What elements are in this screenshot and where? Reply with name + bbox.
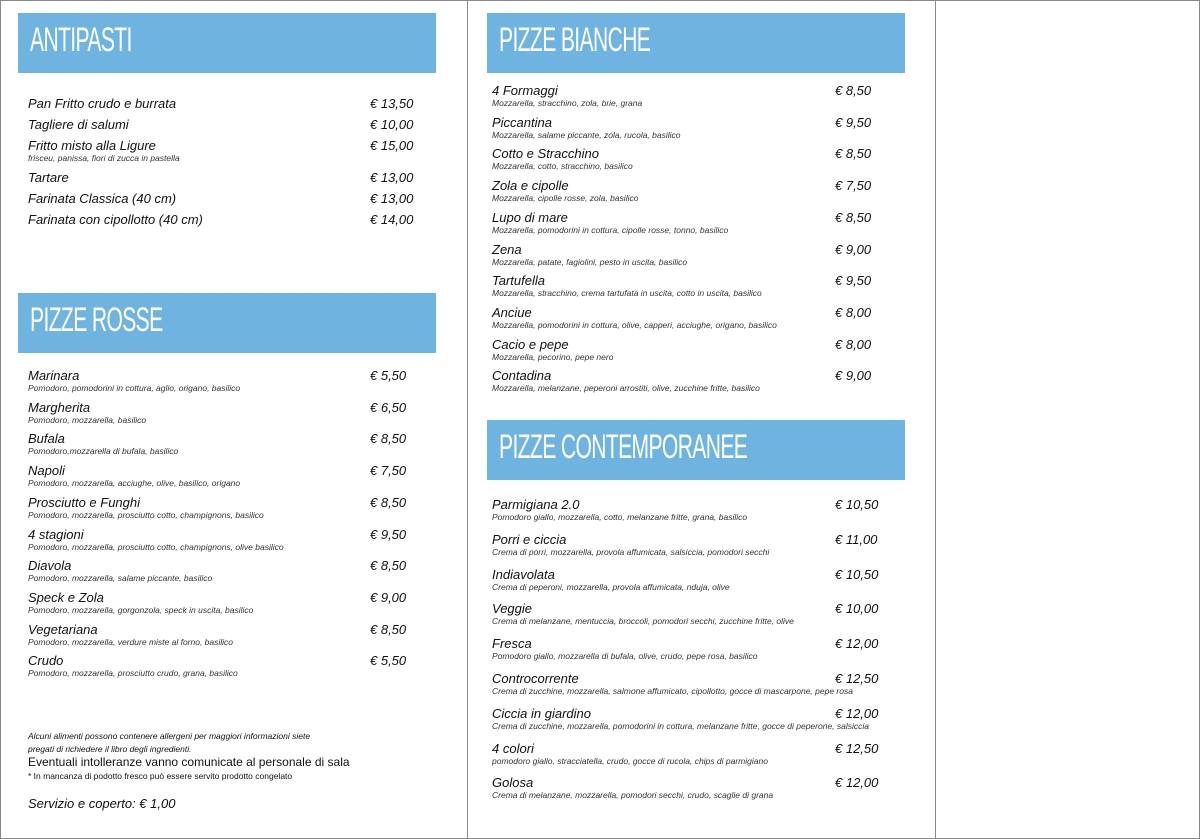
menu-item-price: € 10,00 bbox=[835, 601, 879, 616]
service-charge-note: Servizio e coperto: € 1,00 bbox=[28, 796, 176, 811]
menu-item bbox=[28, 590, 253, 615]
menu-item-price: € 9,00 bbox=[370, 590, 407, 605]
frozen-product-note: * In mancanza di podotto fresco può essere servito prodotto congelato bbox=[28, 771, 293, 781]
menu-item-name: Marinara bbox=[28, 368, 80, 383]
menu-item-description: Mozzarella, pomodorini in cottura, olive, capperi, acciughe, origano, basilico bbox=[492, 320, 777, 330]
menu-item bbox=[492, 305, 777, 330]
menu-item-price: € 13,00 bbox=[370, 170, 414, 185]
banner-pizze-rosse bbox=[18, 293, 436, 353]
menu-item-name: Prosciutto e Funghi bbox=[28, 495, 141, 510]
menu-item bbox=[492, 636, 758, 661]
menu-item-description: Pomodoro, pomodorini in cottura, aglio, origano, basilico bbox=[28, 383, 241, 393]
banner-pizze-contemporanee bbox=[487, 420, 905, 480]
column-divider-right bbox=[935, 0, 936, 839]
menu-item-name: Farinata con cipollotto (40 cm) bbox=[28, 212, 203, 227]
menu-item-price: € 7,50 bbox=[370, 463, 407, 478]
menu-item-description: pomodoro giallo, stracciatella, crudo, gocce di rucola, chips di parmigiano bbox=[492, 756, 768, 766]
menu-item-price: € 12,00 bbox=[835, 636, 879, 651]
menu-item-description: Pomodoro, mozzarella, prosciutto cotto, champignons, basilico bbox=[28, 510, 264, 520]
menu-item-description: Pomodoro, mozzarella, verdure miste al forno, basilico bbox=[28, 637, 234, 647]
menu-item-name: Indiavolata bbox=[492, 567, 555, 582]
menu-item-price: € 10,50 bbox=[835, 567, 879, 582]
menu-item-price: € 8,50 bbox=[370, 495, 407, 510]
menu-item-price: € 8,50 bbox=[835, 83, 872, 98]
menu-item bbox=[28, 368, 240, 393]
menu-item bbox=[492, 242, 687, 267]
menu-item-price: € 12,00 bbox=[835, 706, 879, 721]
menu-item-name: 4 stagioni bbox=[28, 527, 84, 542]
menu-item bbox=[492, 146, 633, 171]
menu-item-price: € 8,50 bbox=[835, 210, 872, 225]
menu-item-name: 4 colori bbox=[492, 741, 534, 756]
menu-item bbox=[28, 170, 69, 185]
menu-item-price: € 9,50 bbox=[835, 273, 872, 288]
menu-item-name: Bufala bbox=[28, 431, 65, 446]
menu-item-price: € 12,00 bbox=[835, 775, 879, 790]
menu-item-description: Crema di zucchine, mozzarella, pomodorini in cottura, melanzane fritte, gocce di peperone, salsiccia bbox=[492, 721, 870, 731]
menu-item-price: € 8,50 bbox=[370, 431, 407, 446]
menu-item-price: € 9,50 bbox=[835, 115, 872, 130]
menu-item bbox=[28, 400, 146, 425]
menu-item-name: Piccantina bbox=[492, 115, 552, 130]
menu-item-price: € 12,50 bbox=[835, 671, 879, 686]
menu-item-price: € 11,00 bbox=[835, 532, 878, 547]
menu-item-description: Mozzarella, pomodorini in cottura, cipolle rosse, tonno, basilico bbox=[492, 225, 729, 235]
menu-item bbox=[492, 741, 768, 766]
banner-antipasti bbox=[18, 13, 436, 73]
menu-item bbox=[28, 495, 264, 520]
menu-item-description: Mozzarella, stracchino, crema tartufata in uscita, cotto in uscita, basilico bbox=[492, 288, 762, 298]
menu-item bbox=[492, 532, 769, 557]
menu-item-name: Lupo di mare bbox=[492, 210, 568, 225]
menu-item bbox=[492, 497, 747, 522]
menu-item-price: € 5,50 bbox=[370, 653, 407, 668]
menu-item-description: Mozzarella, stracchino, zola, brie, grana bbox=[492, 98, 643, 108]
menu-item-price: € 7,50 bbox=[835, 178, 872, 193]
menu-item-description: Crema di melanzane, mozzarella, pomodori secchi, crudo, scaglie di grana bbox=[492, 790, 774, 800]
menu-item bbox=[28, 117, 129, 132]
menu-item-description: Mozzarella, melanzane, peperoni arrostiti, olive, zucchine fritte, basilico bbox=[492, 383, 760, 393]
menu-item-price: € 10,50 bbox=[835, 497, 879, 512]
menu-item-description: Pomodoro,mozzarella di bufala, basilico bbox=[28, 446, 179, 456]
banner-pizze-bianche bbox=[487, 13, 905, 73]
menu-item-description: Crema di melanzane, mentuccia, broccoli, pomodori secchi, zucchine fritte, olive bbox=[492, 616, 794, 626]
menu-item bbox=[492, 83, 642, 108]
menu-item bbox=[28, 622, 233, 647]
menu-item-name: Fritto misto alla Ligure bbox=[28, 138, 156, 153]
menu-item bbox=[492, 567, 730, 592]
menu-item bbox=[492, 178, 638, 203]
menu-item-description: Pomodoro, mozzarella, prosciutto crudo, grana, basilico bbox=[28, 668, 238, 678]
menu-item bbox=[492, 601, 794, 626]
menu-item-price: € 8,50 bbox=[370, 622, 407, 637]
menu-item bbox=[492, 671, 853, 696]
menu-item bbox=[28, 212, 203, 227]
section-title-pizze-rosse: PIZZE ROSSE bbox=[30, 301, 163, 339]
menu-item-price: € 9,00 bbox=[835, 242, 872, 257]
menu-item bbox=[28, 653, 238, 678]
menu-item-price: € 9,50 bbox=[370, 527, 407, 542]
menu-item-name: Margherita bbox=[28, 400, 91, 415]
menu-item-name: Cacio e pepe bbox=[492, 337, 569, 352]
menu-item-description: Pomodoro, mozzarella, prosciutto cotto, champignons, olive basilico bbox=[28, 542, 284, 552]
menu-item-description: Mozzarella, patate, fagiolini, pesto in uscita, basilico bbox=[492, 257, 688, 267]
section-title-pizze-contemporanee: PIZZE CONTEMPORANEE bbox=[499, 428, 748, 466]
menu-item-description: frisceu, panissa, fiori di zucca in pastella bbox=[28, 153, 180, 163]
menu-item-price: € 13,50 bbox=[370, 96, 414, 111]
menu-item-description: Pomodoro, mozzarella, salame piccante, basilico bbox=[28, 573, 213, 583]
menu-item-name: Napoli bbox=[28, 463, 65, 478]
menu-item bbox=[492, 273, 762, 298]
intolerance-note: Eventuali intolleranze vanno comunicate al personale di sala bbox=[28, 755, 350, 769]
menu-item-name: Veggie bbox=[492, 601, 532, 616]
menu-item-price: € 15,00 bbox=[370, 138, 414, 153]
menu-item-name: Zena bbox=[492, 242, 522, 257]
menu-item-name: Tartufella bbox=[492, 273, 545, 288]
menu-item-price: € 8,50 bbox=[835, 146, 872, 161]
menu-item bbox=[28, 527, 284, 552]
menu-item-name: Controcorrente bbox=[492, 671, 579, 686]
menu-item-description: Mozzarella, cotto, stracchino, basilico bbox=[492, 161, 633, 171]
menu-item-name: Fresca bbox=[492, 636, 532, 651]
menu-item bbox=[492, 337, 613, 362]
menu-item-price: € 9,00 bbox=[835, 368, 872, 383]
menu-item-price: € 10,00 bbox=[370, 117, 414, 132]
menu-item-price: € 12,50 bbox=[835, 741, 879, 756]
section-title-antipasti: ANTIPASTI bbox=[30, 21, 132, 59]
menu-item-name: Speck e Zola bbox=[28, 590, 104, 605]
menu-item bbox=[492, 706, 869, 731]
section-title-pizze-bianche: PIZZE BIANCHE bbox=[499, 21, 651, 59]
menu-item-name: Pan Fritto crudo e burrata bbox=[28, 96, 177, 111]
menu-item-name: Golosa bbox=[492, 775, 534, 790]
menu-item-name: Farinata Classica (40 cm) bbox=[28, 191, 177, 206]
menu-item-name: Vegetariana bbox=[28, 622, 98, 637]
menu-item-name: Crudo bbox=[28, 653, 64, 668]
menu-item-description: Crema di zucchine, mozzarella, salmone affumicato, cipollotto, gocce di mascarpone, pepe rosa bbox=[492, 686, 853, 696]
menu-item-name: 4 Formaggi bbox=[492, 83, 558, 98]
menu-item-price: € 14,00 bbox=[370, 212, 414, 227]
menu-item-price: € 8,00 bbox=[835, 337, 872, 352]
menu-item-name: Zola e cipolle bbox=[492, 178, 569, 193]
menu-item bbox=[28, 431, 178, 456]
menu-item-name: Porri e ciccia bbox=[492, 532, 567, 547]
menu-item-name: Ciccia in giardino bbox=[492, 706, 591, 721]
menu-item-name: Anciue bbox=[492, 305, 532, 320]
menu-item-price: € 13,00 bbox=[370, 191, 414, 206]
menu-item-name: Tartare bbox=[28, 170, 69, 185]
menu-item-description: Mozzarella, pecorino, pepe nero bbox=[492, 352, 614, 362]
menu-item bbox=[492, 775, 773, 800]
menu-item bbox=[28, 138, 180, 163]
menu-item bbox=[492, 368, 760, 393]
allergen-note-line-1: Alcuni alimenti possono contenere allergeni per maggiori informazioni siete bbox=[28, 731, 311, 741]
menu-item-description: Crema di peperoni, mozzarella, provola affumicata, nduja, olive bbox=[492, 582, 730, 592]
menu-item bbox=[492, 210, 728, 235]
menu-item-name: Parmigiana 2.0 bbox=[492, 497, 580, 512]
menu-item-price: € 5,50 bbox=[370, 368, 407, 383]
menu-item bbox=[28, 463, 240, 488]
menu-item bbox=[492, 115, 681, 140]
menu-item-price: € 6,50 bbox=[370, 400, 407, 415]
menu-item-name: Contadina bbox=[492, 368, 552, 383]
menu-item-price: € 8,00 bbox=[835, 305, 872, 320]
menu-item-name: Tagliere di salumi bbox=[28, 117, 129, 132]
menu-item bbox=[28, 191, 176, 206]
menu-item-name: Diavola bbox=[28, 558, 72, 573]
menu-item-description: Pomodoro, mozzarella, acciughe, olive, basilico, origano bbox=[28, 478, 241, 488]
menu-item-description: Pomodoro giallo, mozzarella di bufala, olive, crudo, pepe rosa, basilico bbox=[492, 651, 758, 661]
menu-item-description: Pomodoro giallo, mozzarella, cotto, melanzane fritte, grana, basilico bbox=[492, 512, 748, 522]
allergen-note-line-2: pregati di richiedere il libro degli ingredienti. bbox=[28, 744, 192, 754]
menu-item-description: Mozzarella, salame piccante, zola, rucola, basilico bbox=[492, 130, 681, 140]
menu-item-description: Pomodoro, mozzarella, basilico bbox=[28, 415, 147, 425]
menu-item-description: Crema di porri, mozzarella, provola affumicata, salsiccia, pomodori secchi bbox=[492, 547, 770, 557]
menu-item bbox=[28, 96, 176, 111]
menu-item-name: Cotto e Stracchino bbox=[492, 146, 599, 161]
menu-item-description: Pomodoro, mozzarella, gorgonzola, speck in uscita, basilico bbox=[28, 605, 254, 615]
menu-item bbox=[28, 558, 212, 583]
menu-item-price: € 8,50 bbox=[370, 558, 407, 573]
menu-item-description: Mozzarella, cipolle rosse, zola, basilico bbox=[492, 193, 639, 203]
column-divider-left bbox=[467, 0, 468, 839]
